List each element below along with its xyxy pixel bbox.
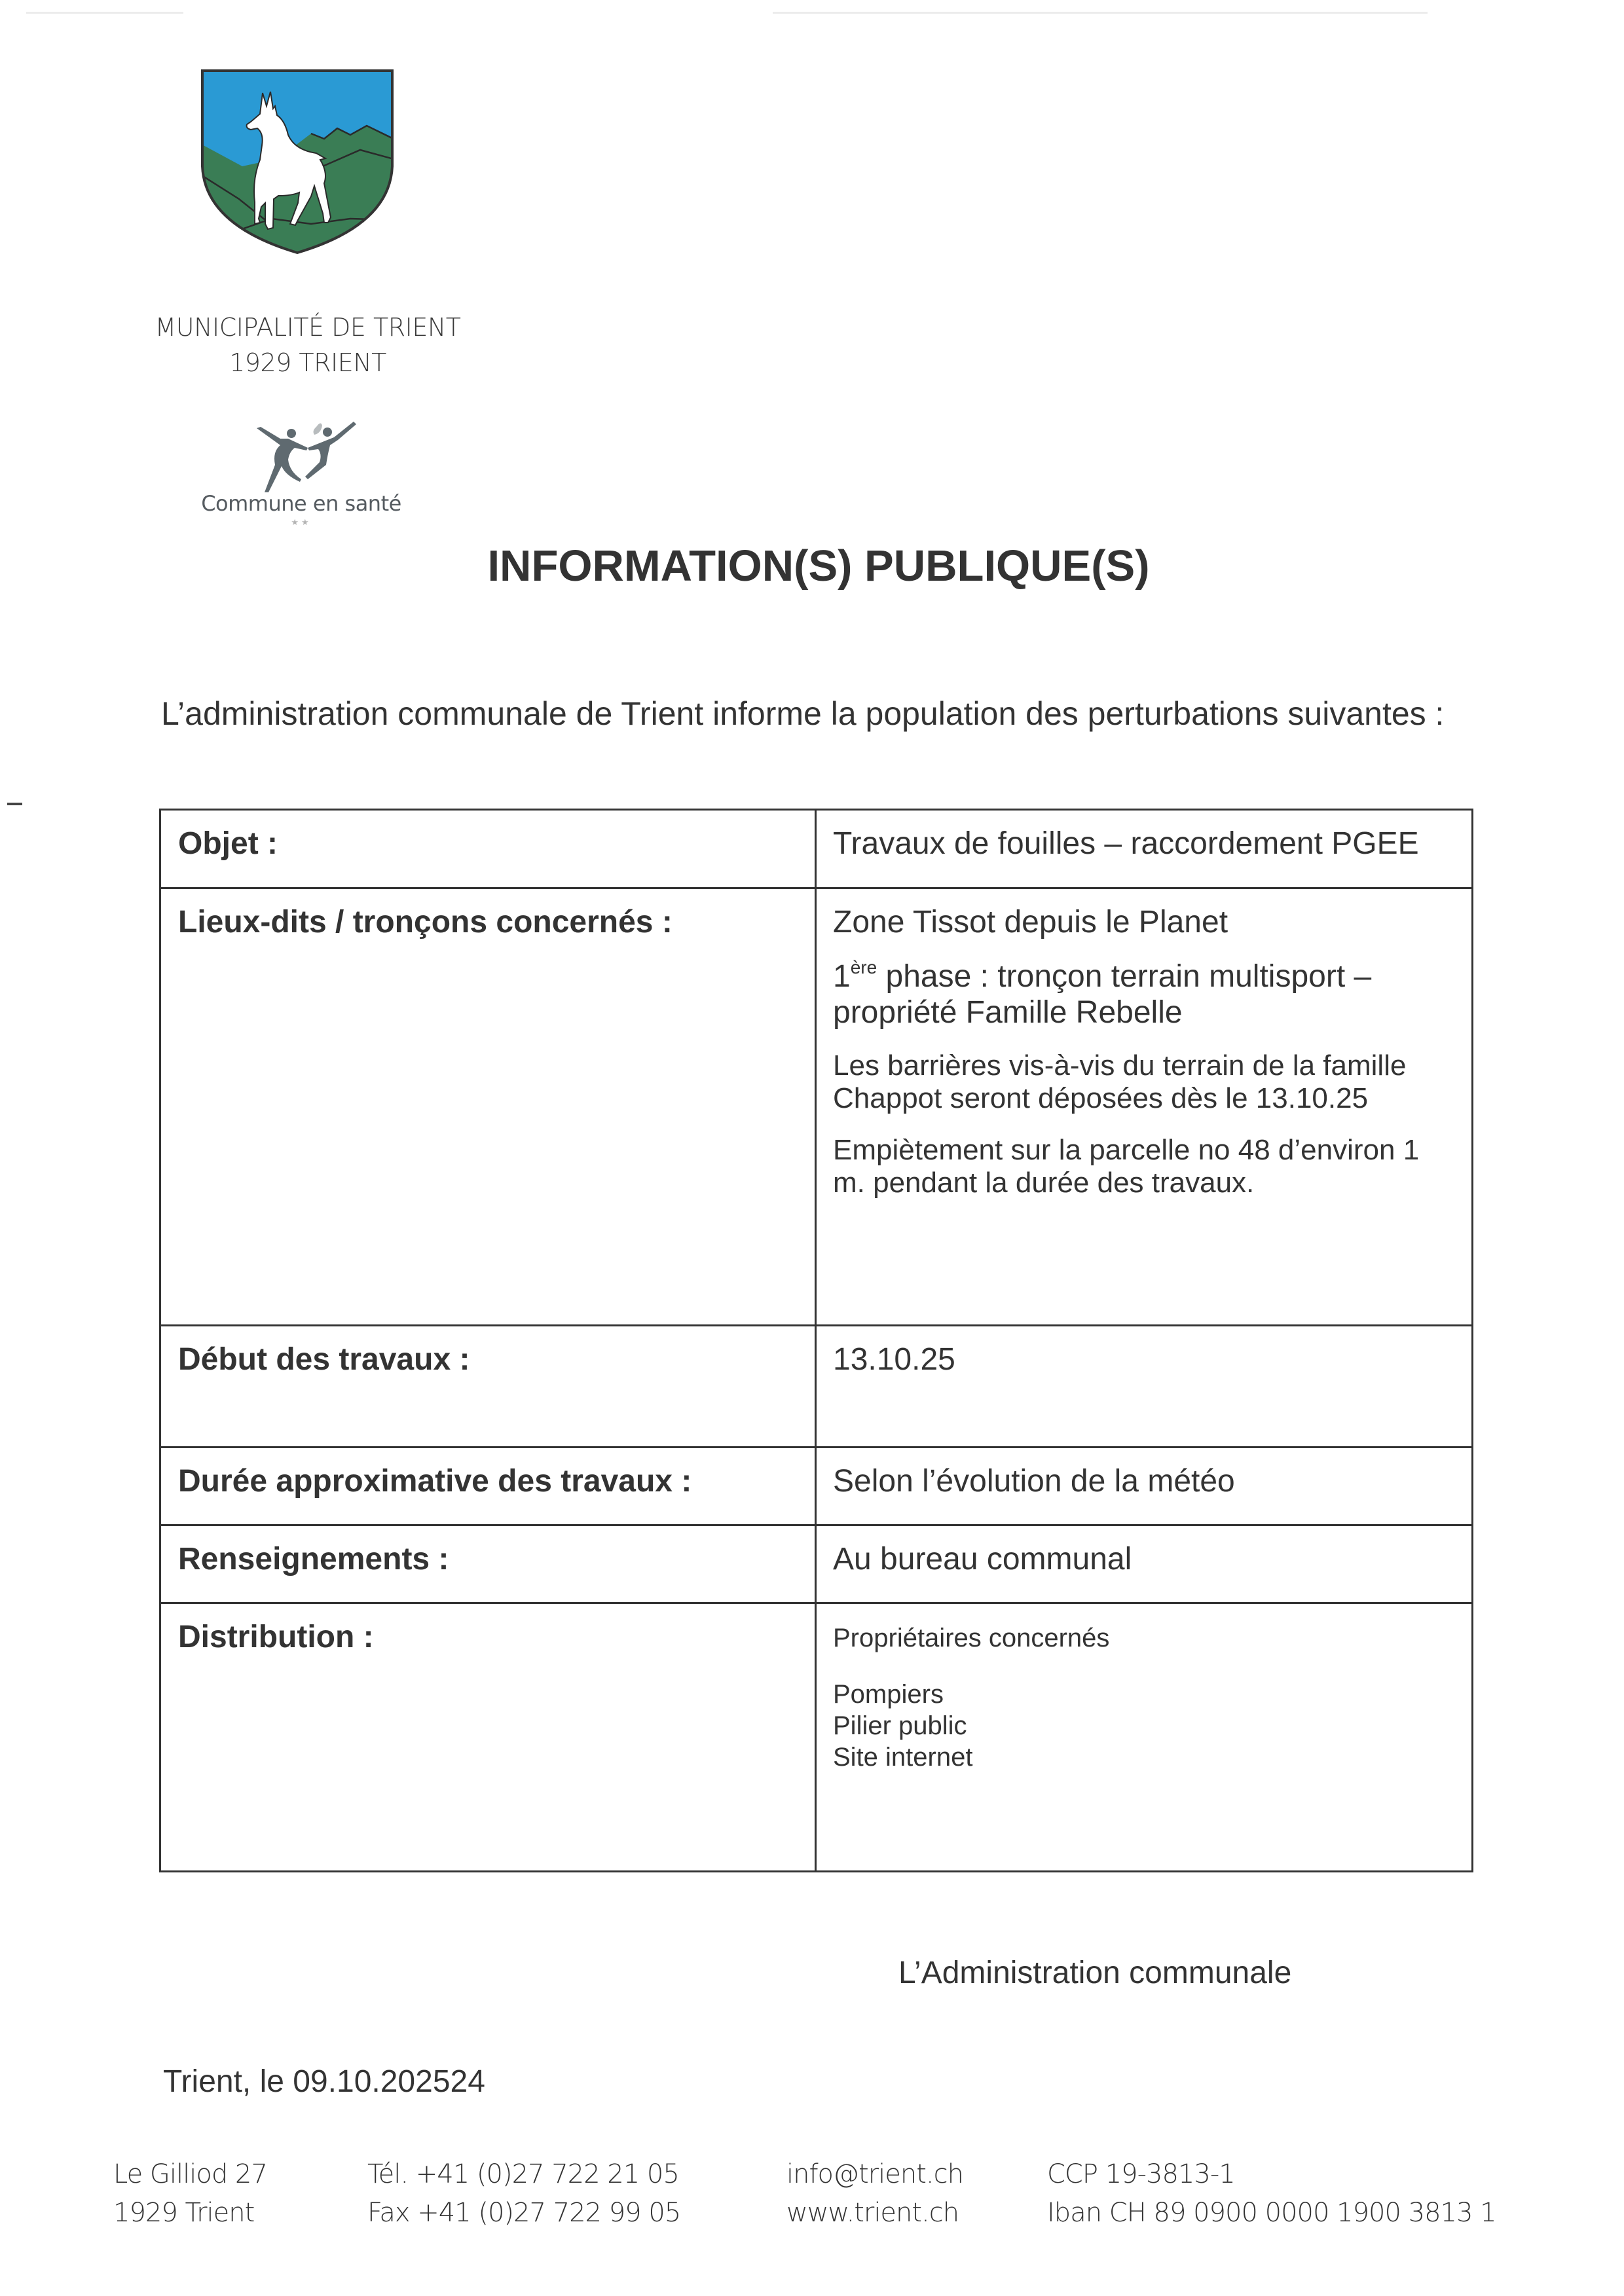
footer-city: 1929 Trient (113, 2198, 255, 2228)
row-label-cell (160, 1326, 816, 1448)
table-row-renseignements (160, 1525, 1473, 1603)
footer-iban: Iban CH 89 0900 0000 1900 3813 1 (1047, 2198, 1496, 2228)
date-line: Trient, le 09.10.202524 (163, 2064, 485, 2099)
phase-ordinal: 1 (833, 959, 851, 994)
footer-address (113, 2155, 267, 2232)
row-value-cell (816, 1326, 1473, 1448)
row-label-cell (160, 1603, 816, 1872)
commune-en-sante-logo-icon (249, 419, 360, 494)
row-value: 13.10.25 (833, 1342, 955, 1377)
footer-fax: Fax +41 (0)27 722 99 05 (367, 2198, 681, 2228)
distribution-owners: Propriétaires concernés (833, 1624, 1110, 1652)
location-barriers-note: Les barrières vis-à-vis du terrain de la famille Chappot seront déposées dès le 13.10.25 (833, 1049, 1407, 1115)
location-phase (833, 958, 1458, 1030)
phase-text: phase : tronçon terrain multisport – propriété Famille Rebelle (833, 959, 1372, 1030)
row-label-cell (160, 888, 816, 1326)
row-value: Travaux de fouilles – raccordement PGEE (833, 826, 1419, 861)
information-table (159, 809, 1473, 1872)
row-value (817, 889, 1471, 1200)
row-label: Lieux-dits / tronçons concernés : (178, 905, 673, 939)
footer-web (786, 2155, 963, 2232)
row-value: Selon l’évolution de la météo (833, 1464, 1235, 1499)
table-row-distribution (160, 1603, 1473, 1872)
footer-street: Le Gilliod 27 (113, 2159, 267, 2189)
row-value-cell (816, 1448, 1473, 1525)
distribution-item: Pilier public (833, 1711, 967, 1740)
scan-edge-right (773, 12, 1428, 14)
chamois-crest-icon (200, 68, 395, 255)
distribution-list (817, 1604, 1471, 1773)
row-value-cell (816, 1525, 1473, 1603)
row-label: Distribution : (178, 1620, 374, 1654)
footer-ccp: CCP 19-3813-1 (1047, 2159, 1235, 2189)
row-label-cell (160, 810, 816, 888)
footer-phone (367, 2155, 680, 2232)
row-label: Durée approximative des travaux : (178, 1464, 692, 1499)
phase-ordinal-sup: ère (850, 957, 877, 978)
page-title: INFORMATION(S) PUBLIQUE(S) (487, 541, 1150, 591)
fold-mark (7, 803, 22, 805)
row-value-cell (816, 810, 1473, 888)
row-label-cell (160, 1525, 816, 1603)
footer-website-link[interactable]: www.trient.ch (786, 2198, 959, 2228)
intro-text: L’administration communale de Trient informe la population des perturbations suivantes : (161, 695, 1445, 732)
row-value-cell (816, 1603, 1473, 1872)
distribution-item: Pompiers (833, 1680, 944, 1709)
table-row-debut (160, 1326, 1473, 1448)
footer-tel: Tél. +41 (0)27 722 21 05 (367, 2159, 679, 2189)
table-row-objet (160, 810, 1473, 888)
row-label: Objet : (178, 826, 278, 861)
commune-en-sante-label: Commune en santé (201, 491, 401, 516)
row-label: Renseignements : (178, 1542, 449, 1576)
row-value: Au bureau communal (833, 1542, 1132, 1576)
footer-email-link[interactable]: info@trient.ch (786, 2159, 963, 2189)
distribution-item: Site internet (833, 1743, 973, 1772)
location-encroachment-note: Empiètement sur la parcelle no 48 d’environ 1 m. pendant la durée des travaux. (833, 1133, 1420, 1199)
commune-en-sante-stars: ★★ (291, 517, 312, 527)
table-row-duree (160, 1448, 1473, 1525)
location-zone: Zone Tissot depuis le Planet (833, 905, 1228, 939)
municipality-name: MUNICIPALITÉ DE TRIENT (155, 313, 461, 342)
row-label-cell (160, 1448, 816, 1525)
row-label: Début des travaux : (178, 1342, 470, 1377)
municipality-postal-city: 1929 TRIENT (229, 348, 386, 377)
footer-bank (1047, 2155, 1496, 2232)
table-row-lieux-dits (160, 888, 1473, 1326)
scan-edge-left (26, 12, 183, 14)
signature: L’Administration communale (898, 1956, 1292, 1990)
row-value-cell (816, 888, 1473, 1326)
